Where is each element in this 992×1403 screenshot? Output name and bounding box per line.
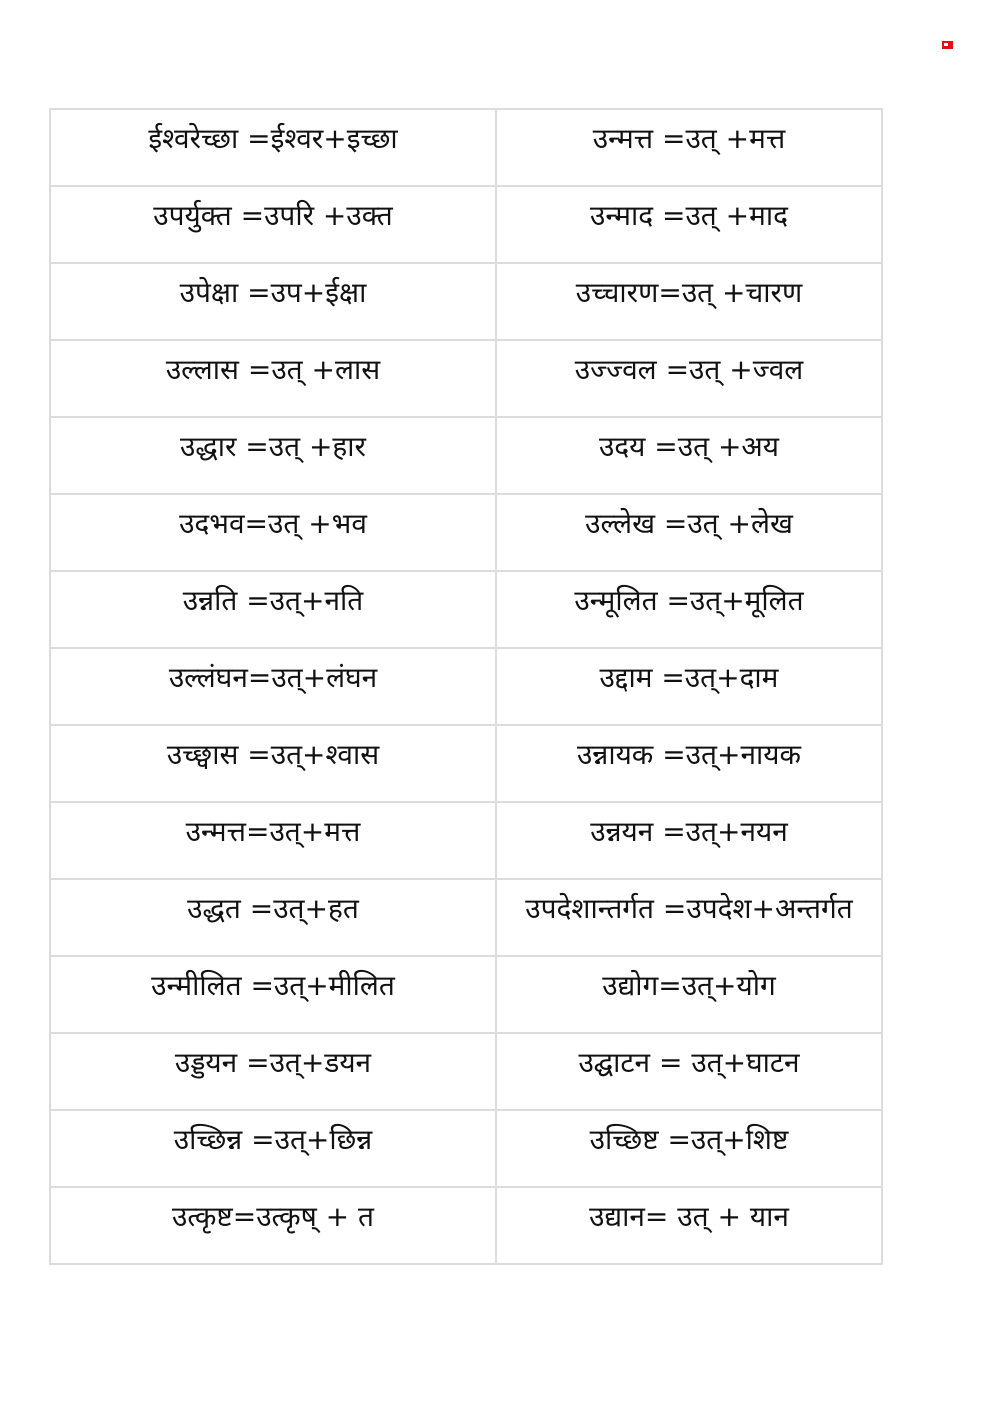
table-row <box>50 879 882 956</box>
sandhi-entry-left: उपेक्षा =उप+ईक्षा <box>179 276 367 309</box>
table-cell-right <box>496 1187 882 1264</box>
table-row <box>50 417 882 494</box>
table-row <box>50 956 882 1033</box>
table-cell-left <box>50 186 496 263</box>
sandhi-entry-right: उदय =उत् +अय <box>598 430 780 463</box>
sandhi-entry-left: उल्लास =उत् +लास <box>165 353 381 386</box>
sandhi-entry-right: उपदेशान्तर्गत =उपदेश+अन्तर्गत <box>525 892 853 925</box>
sandhi-entry-right: उद्यान= उत् + यान <box>589 1200 789 1233</box>
table-row <box>50 802 882 879</box>
table-row <box>50 1110 882 1187</box>
table-cell-right <box>496 879 882 956</box>
sandhi-entry-right: उच्चारण=उत् +चारण <box>575 276 803 309</box>
table-row <box>50 571 882 648</box>
sandhi-entry-left: उद्धार =उत् +हार <box>179 430 367 463</box>
table-cell-left <box>50 263 496 340</box>
sandhi-entry-left: उन्मीलित =उत्+मीलित <box>151 969 395 1002</box>
sandhi-entry-right: उद्दाम =उत्+दाम <box>599 661 779 694</box>
sandhi-entry-right: उज्ज्वल =उत् +ज्वल <box>574 353 804 386</box>
sandhi-entry-right: उन्नायक =उत्+नायक <box>577 738 801 771</box>
table-cell-left <box>50 1110 496 1187</box>
table-body <box>50 109 882 1264</box>
table-row <box>50 725 882 802</box>
table-cell-left <box>50 956 496 1033</box>
sandhi-entry-right: उन्माद =उत् +माद <box>589 199 788 232</box>
table-cell-right <box>496 571 882 648</box>
table-cell-right <box>496 494 882 571</box>
table-cell-right <box>496 1110 882 1187</box>
table-cell-right <box>496 340 882 417</box>
table-cell-right <box>496 109 882 186</box>
table-cell-left <box>50 802 496 879</box>
table-row <box>50 340 882 417</box>
sandhi-entry-left: उदभव=उत् +भव <box>179 507 367 540</box>
table-cell-left <box>50 494 496 571</box>
sandhi-entry-left: उन्नति =उत्+नति <box>182 584 364 617</box>
table-row <box>50 1033 882 1110</box>
sandhi-entry-left: उच्छ्वास =उत्+श्वास <box>166 738 380 771</box>
corner-marker-icon <box>942 41 953 49</box>
table-cell-left <box>50 1033 496 1110</box>
table-cell-right <box>496 802 882 879</box>
table-row <box>50 1187 882 1264</box>
sandhi-table <box>49 108 883 1265</box>
sandhi-entry-left: उन्मत्त=उत्+मत्त <box>185 815 361 848</box>
table-cell-right <box>496 956 882 1033</box>
sandhi-entry-right: उच्छिष्ट =उत्+शिष्ट <box>589 1123 789 1156</box>
table-cell-right <box>496 417 882 494</box>
table-cell-left <box>50 340 496 417</box>
table-cell-left <box>50 1187 496 1264</box>
sandhi-entry-left: उल्लंघन=उत्+लंघन <box>168 661 378 694</box>
table-row <box>50 186 882 263</box>
sandhi-entry-right: उद्योग=उत्+योग <box>602 969 776 1002</box>
table-cell-left <box>50 417 496 494</box>
table-cell-right <box>496 263 882 340</box>
sandhi-entry-left: उड्डयन =उत्+डयन <box>174 1046 372 1079</box>
table-row <box>50 263 882 340</box>
sandhi-entry-right: उल्लेख =उत् +लेख <box>585 507 793 540</box>
table-cell-left <box>50 571 496 648</box>
sandhi-entry-right: उद्घाटन = उत्+घाटन <box>578 1046 800 1079</box>
sandhi-entry-right: उन्मत्त =उत् +मत्त <box>592 122 786 155</box>
table-cell-right <box>496 725 882 802</box>
table-row <box>50 109 882 186</box>
table-cell-right <box>496 1033 882 1110</box>
sandhi-entry-left: ईश्वरेच्छा =ईश्वर+इच्छा <box>148 122 398 155</box>
table-cell-left <box>50 879 496 956</box>
table-row <box>50 494 882 571</box>
table-row <box>50 648 882 725</box>
table-cell-right <box>496 186 882 263</box>
sandhi-entry-right: उन्नयन =उत्+नयन <box>590 815 788 848</box>
table-cell-left <box>50 725 496 802</box>
sandhi-entry-left: उत्कृष्ट=उत्कृष् + त <box>171 1200 375 1233</box>
table-cell-right <box>496 648 882 725</box>
sandhi-entry-right: उन्मूलित =उत्+मूलित <box>574 584 804 617</box>
sandhi-entry-left: उद्धत =उत्+हत <box>187 892 359 925</box>
table-cell-left <box>50 648 496 725</box>
sandhi-entry-left: उपर्युक्त =उपरि +उक्त <box>153 199 393 232</box>
table-cell-left <box>50 109 496 186</box>
sandhi-entry-left: उच्छिन्न =उत्+छिन्न <box>173 1123 373 1156</box>
